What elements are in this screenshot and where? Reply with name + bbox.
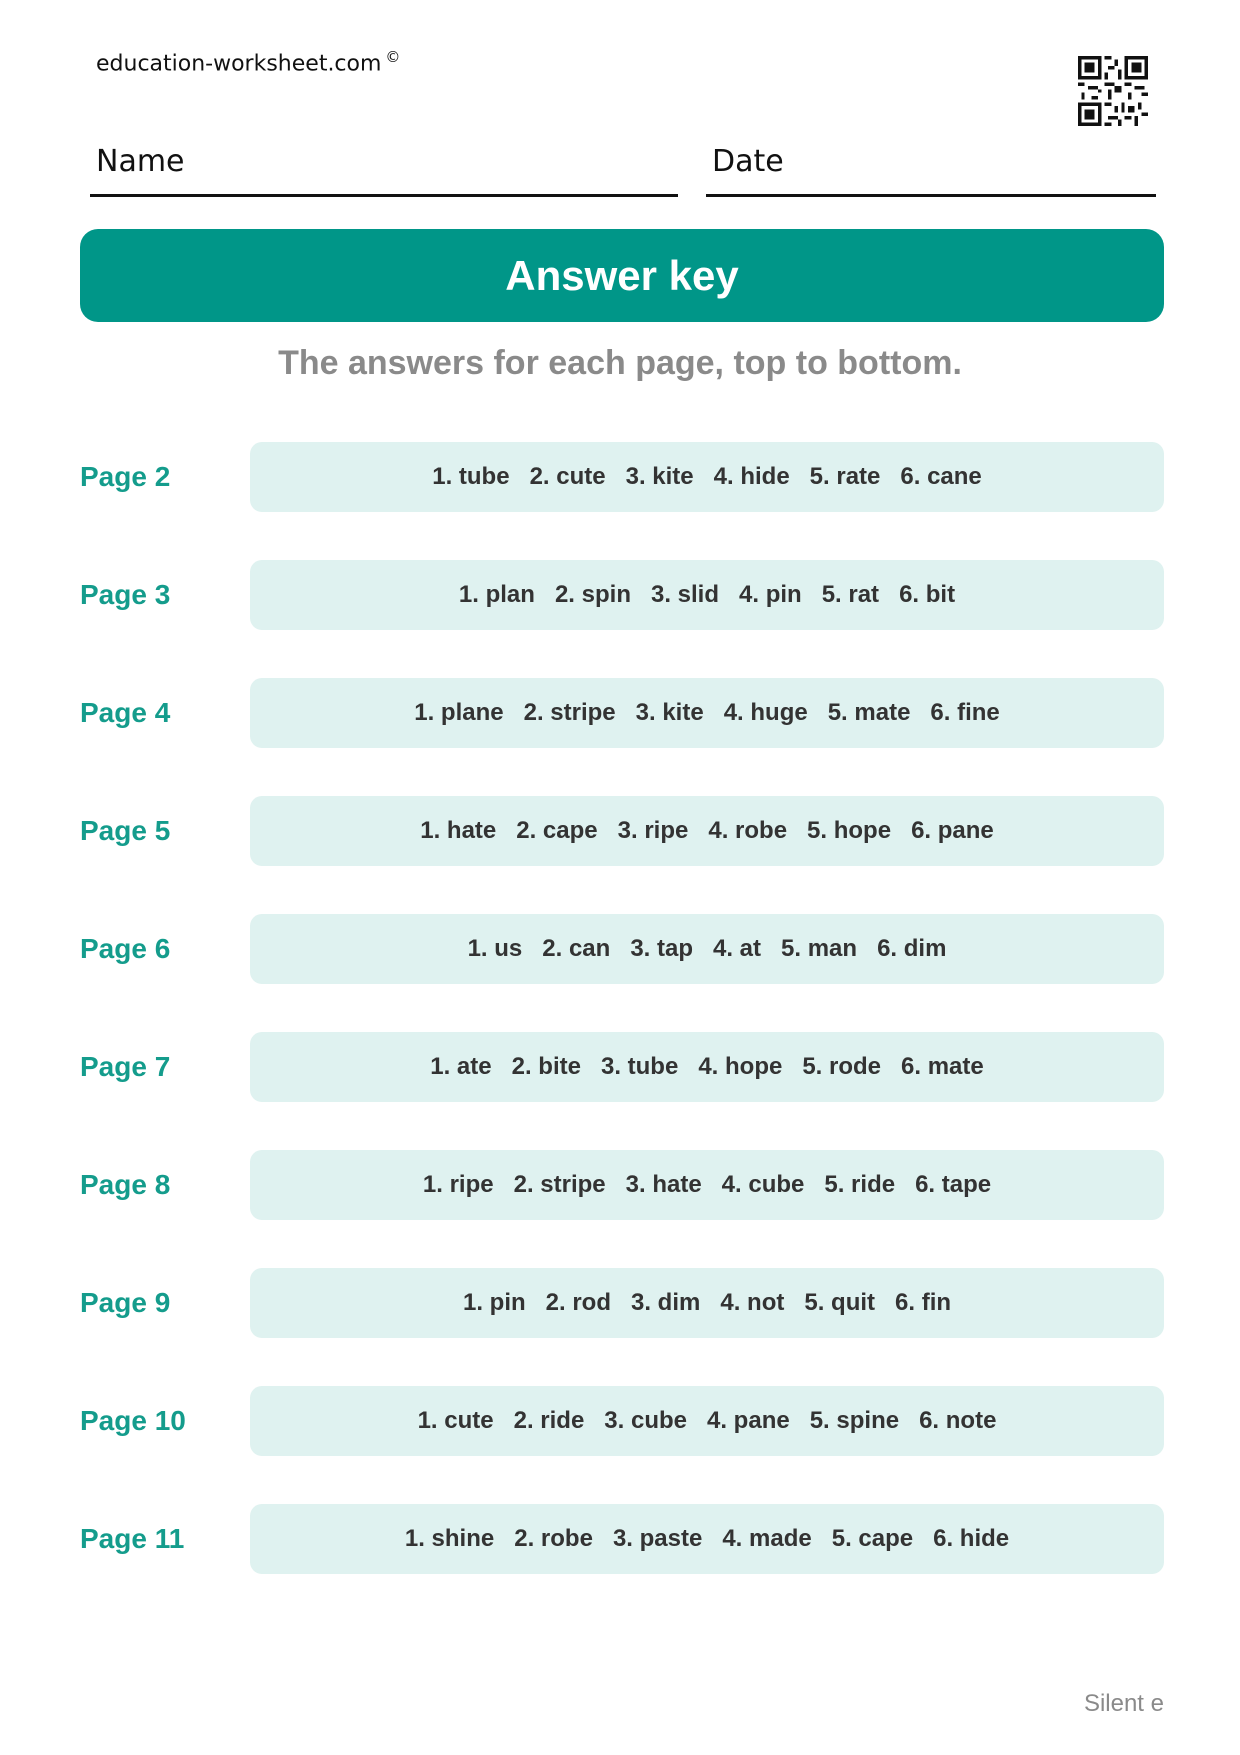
answer-item: 3. cube	[604, 1407, 687, 1434]
answers-box	[250, 1268, 1164, 1338]
answer-item: 1. shine	[404, 1525, 495, 1552]
answer-item: 4. robe	[708, 817, 788, 844]
answer-item: 6. fin	[895, 1289, 952, 1316]
answer-item: 5. hope	[807, 817, 892, 844]
answer-row	[80, 678, 1164, 748]
answer-item: 1. tube	[432, 463, 510, 490]
answers-box	[250, 914, 1164, 984]
answer-item: 2. stripe	[523, 699, 616, 726]
answer-key-banner	[80, 229, 1164, 322]
answer-item: 5. man	[781, 935, 858, 962]
answer-item: 3. tap	[630, 935, 693, 962]
page-label: Page 9	[80, 1287, 171, 1318]
answer-row	[80, 560, 1164, 630]
answers-box	[250, 1504, 1164, 1574]
answer-item: 1. pin	[462, 1289, 526, 1316]
answer-row	[80, 1150, 1164, 1220]
copyright-mark: ©	[385, 48, 401, 66]
answer-item: 2. robe	[514, 1525, 593, 1552]
subtitle: The answers for each page, top to bottom.	[278, 344, 962, 382]
answer-item: 6. cane	[900, 463, 982, 490]
answer-item: 2. rod	[545, 1289, 611, 1316]
date-field[interactable]	[706, 140, 1156, 197]
answers-box	[250, 678, 1164, 748]
answer-item: 3. paste	[612, 1525, 703, 1552]
answer-item: 1. hate	[420, 817, 497, 844]
answer-item: 3. dim	[630, 1289, 701, 1316]
answer-item: 2. cape	[516, 817, 598, 844]
answer-item: 5. rate	[809, 463, 881, 490]
answer-item: 6. hide	[933, 1525, 1010, 1552]
page-label: Page 7	[80, 1051, 171, 1082]
answer-item: 4. pane	[707, 1407, 790, 1434]
answer-item: 6. bit	[899, 581, 956, 608]
answer-row	[80, 442, 1164, 512]
answer-item: 4. not	[720, 1289, 785, 1316]
qr-code-icon	[1078, 56, 1148, 126]
page-label: Page 5	[80, 815, 171, 846]
answers-box	[250, 1386, 1164, 1456]
name-field[interactable]	[90, 140, 678, 197]
answer-item: 2. spin	[554, 581, 631, 608]
answer-item: 6. note	[919, 1407, 997, 1434]
answer-item: 5. rat	[821, 581, 880, 608]
site-name	[96, 48, 400, 76]
answer-item: 1. ripe	[422, 1171, 494, 1198]
answer-item: 4. hope	[698, 1053, 783, 1080]
answer-item: 3. tube	[600, 1053, 679, 1080]
answer-item: 6. tape	[915, 1171, 992, 1198]
answer-item: 4. huge	[723, 699, 808, 726]
name-label: Name	[96, 144, 185, 179]
answer-item: 1. plan	[458, 581, 535, 608]
answer-item: 2. stripe	[513, 1171, 606, 1198]
answers-box	[250, 796, 1164, 866]
answer-item: 5. cape	[831, 1525, 914, 1552]
answer-row	[80, 1268, 1164, 1338]
answer-item: 2. cute	[529, 463, 606, 490]
answer-row	[80, 1504, 1164, 1574]
answers-box	[250, 442, 1164, 512]
page-label: Page 10	[80, 1405, 186, 1436]
answer-item: 4. at	[713, 935, 762, 962]
site-url: education-worksheet.com	[96, 51, 382, 77]
answer-item: 6. pane	[911, 817, 994, 844]
date-label: Date	[712, 144, 784, 179]
answers-box	[250, 560, 1164, 630]
answers-box	[250, 1032, 1164, 1102]
answer-item: 5. ride	[824, 1171, 896, 1198]
page-label: Page 3	[80, 579, 171, 610]
answers-box	[250, 1150, 1164, 1220]
answer-item: 6. mate	[901, 1053, 984, 1080]
banner-title: Answer key	[505, 251, 739, 299]
answer-item: 5. rode	[802, 1053, 882, 1080]
answer-item: 5. mate	[827, 699, 911, 726]
answer-item: 3. ripe	[617, 817, 689, 844]
answer-item: 4. made	[722, 1525, 812, 1552]
answer-item: 3. hate	[625, 1171, 702, 1198]
answer-item: 3. kite	[625, 463, 694, 490]
page-label: Page 4	[80, 697, 171, 728]
answer-item: 4. cube	[721, 1171, 805, 1198]
answer-item: 4. hide	[713, 463, 790, 490]
answer-item: 5. spine	[809, 1407, 900, 1434]
answer-item: 3. slid	[650, 581, 720, 608]
answer-item: 1. ate	[430, 1053, 492, 1080]
page-label: Page 2	[80, 461, 171, 492]
answer-item: 1. us	[467, 935, 523, 962]
answer-row	[80, 796, 1164, 866]
page-label: Page 8	[80, 1169, 171, 1200]
answer-item: 5. quit	[804, 1289, 876, 1316]
answer-item: 4. pin	[739, 581, 802, 608]
answer-row	[80, 1032, 1164, 1102]
answer-row	[80, 914, 1164, 984]
answer-item: 1. plane	[414, 699, 504, 726]
answer-item: 2. can	[542, 935, 611, 962]
answer-row	[80, 1386, 1164, 1456]
answer-item: 6. dim	[877, 935, 947, 962]
page-label: Page 6	[80, 933, 171, 964]
answer-item: 6. fine	[930, 699, 1000, 726]
page-label: Page 11	[80, 1523, 185, 1554]
answer-item: 1. cute	[417, 1407, 494, 1434]
answer-item: 3. kite	[635, 699, 704, 726]
footer-topic: Silent e	[1083, 1690, 1164, 1717]
answer-item: 2. ride	[513, 1407, 585, 1434]
answer-item: 2. bite	[511, 1053, 581, 1080]
